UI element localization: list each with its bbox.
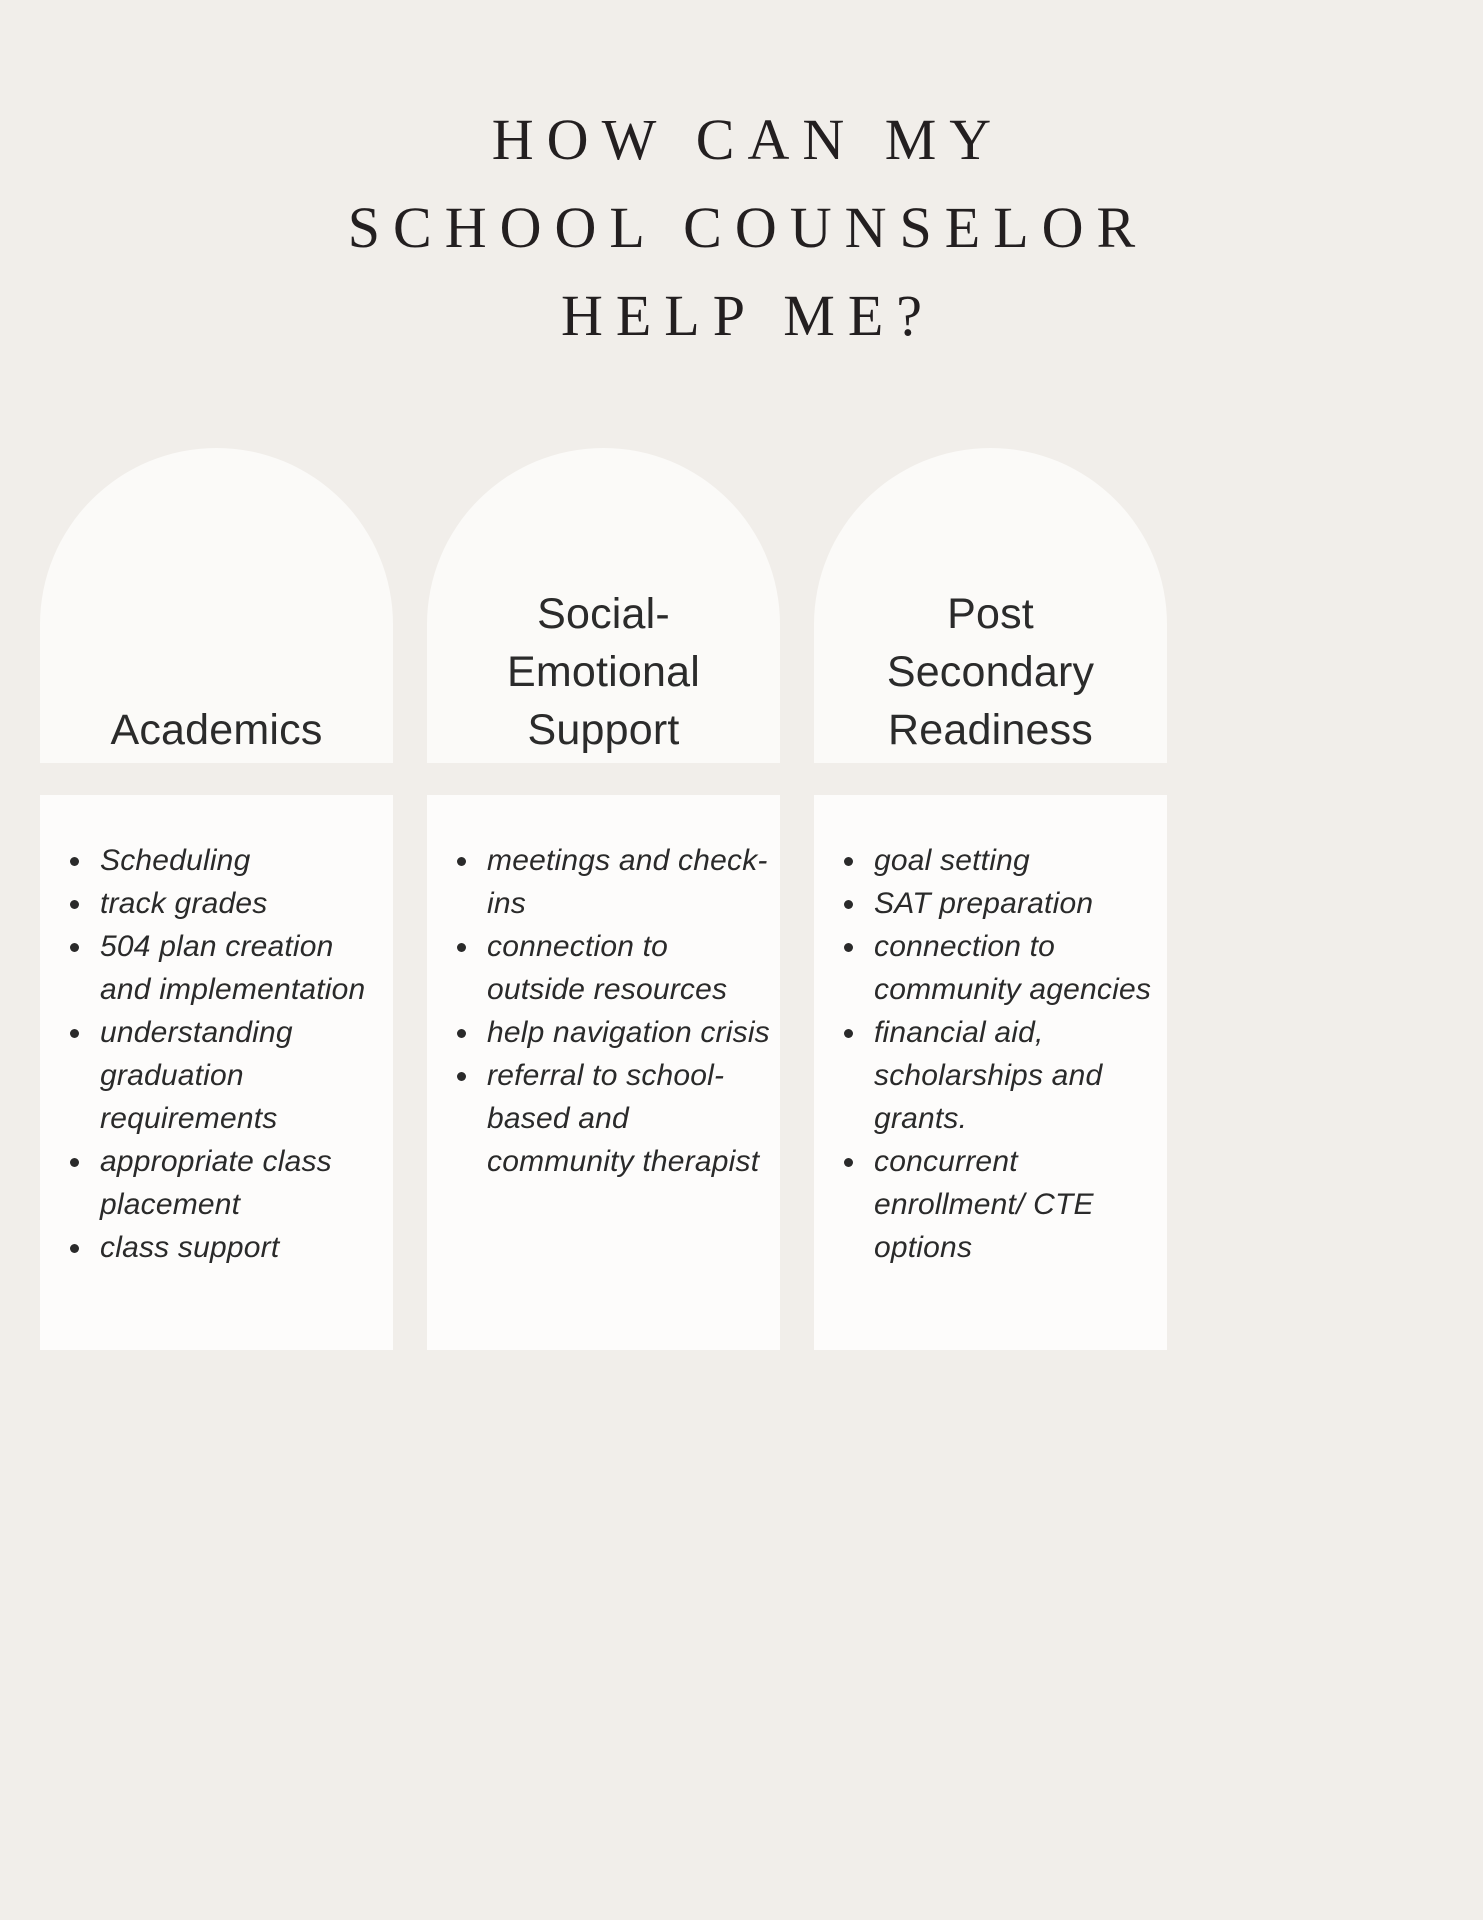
list-item: Scheduling [100,839,383,882]
list-card-social-emotional-support [427,795,780,1350]
list-item: help navigation crisis [487,1011,770,1054]
list-item: goal setting [874,839,1157,882]
column-social-emotional-support [427,0,780,1920]
list-item: class support [100,1226,383,1269]
title-line-2: SCHOOL COUNSELOR [347,195,1149,260]
list-item: SAT preparation [874,882,1157,925]
list-item: concurrent enrollment/ CTE options [874,1140,1157,1269]
arch-title-post-secondary-readiness: Post Secondary Readiness [886,590,1095,754]
list-item: connection to community agencies [874,925,1157,1011]
list-item: appropriate class placement [100,1140,383,1226]
list-item: meetings and check-ins [487,839,770,925]
title-line-3: HELP ME? [560,283,936,348]
list-item: 504 plan creation and implementation [100,925,383,1011]
list-card-academics [40,795,393,1350]
arch-title-academics: Academics [110,706,323,754]
list-item: track grades [100,882,383,925]
list-item: connection to outside resources [487,925,770,1011]
arch-card-social-emotional-support [427,448,780,763]
arch-card-post-secondary-readiness [814,448,1167,763]
list-item: financial aid, scholarships and grants. [874,1011,1157,1140]
title-line-1: HOW CAN MY [491,107,1005,172]
list-card-post-secondary-readiness [814,795,1167,1350]
column-academics [40,0,393,1920]
list-item: understanding graduation requirements [100,1011,383,1140]
list-academics [54,839,383,1269]
list-social-emotional-support [441,839,770,1183]
column-post-secondary-readiness [814,0,1167,1920]
arch-title-social-emotional-support: Social-Emotional Support [506,590,700,754]
list-post-secondary-readiness [828,839,1157,1269]
list-item: referral to school- based and community therapist [487,1054,770,1183]
arch-card-academics [40,448,393,763]
